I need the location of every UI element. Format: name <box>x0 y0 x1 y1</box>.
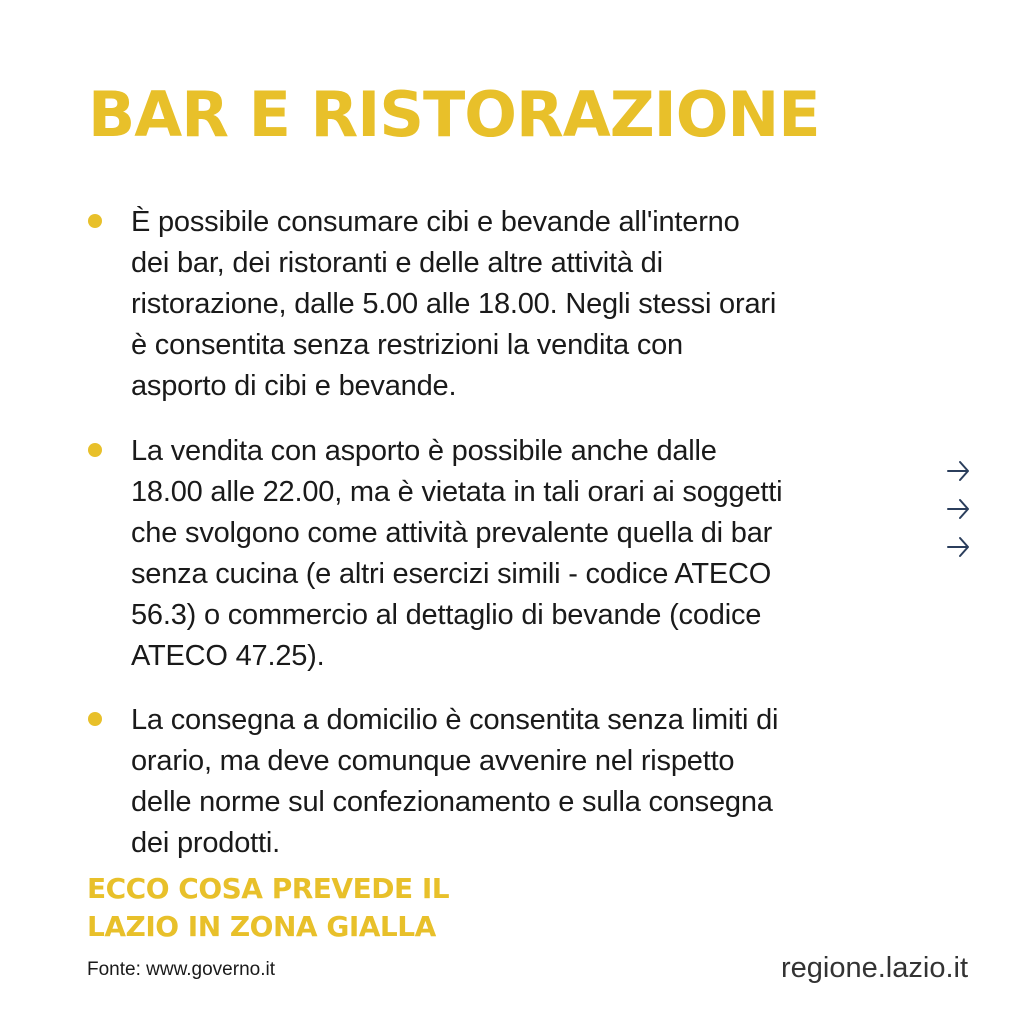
arrow-right-icon <box>940 452 974 490</box>
source-credit: Fonte: www.governo.it <box>87 959 275 980</box>
bullet-dot-icon <box>88 443 102 457</box>
bullet-text: La vendita con asporto è possibile anche dalle 18.00 alle 22.00, ma è vietata in tali orari ai soggetti che svolgono come attività prevalente quella di bar senza cucina (e altri esercizi simili - codice ATECO 56.3) o commercio al dettaglio di bevande (codice ATECO 47.25). <box>131 435 783 672</box>
arrow-right-icon <box>940 490 974 528</box>
bullet-text: È possibile consumare cibi e bevande all'interno dei bar, dei ristoranti e delle altre attività di ristorazione, dalle 5.00 alle 18.00. Negli stessi orari è consentita senza restrizioni la vendita con asporto di cibi e bevande. <box>131 206 777 402</box>
arrow-right-icon <box>940 528 974 566</box>
footer-heading: ECCO COSA PREVEDE IL LAZIO IN ZONA GIALLA <box>87 872 450 943</box>
swipe-arrows[interactable] <box>940 452 980 566</box>
bullet-dot-icon <box>88 214 102 228</box>
bullet-text: La consegna a domicilio è consentita senza limiti di orario, ma deve comunque avvenire nel rispetto delle norme sul confezionamento e sulla consegna dei prodotti. <box>131 704 779 859</box>
site-url: regione.lazio.it <box>781 952 968 984</box>
list-item <box>88 431 930 677</box>
list-item <box>88 202 930 407</box>
bullet-dot-icon <box>88 712 102 726</box>
page-title: BAR E RISTORAZIONE <box>88 78 820 151</box>
list-item <box>88 700 930 864</box>
